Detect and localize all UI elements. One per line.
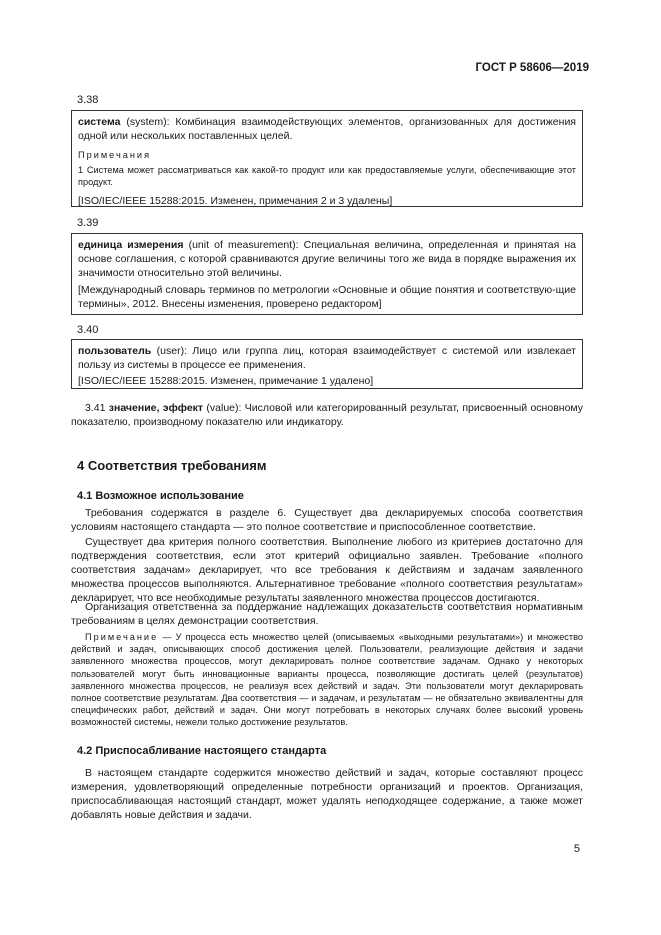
subsection-heading: 4.1 Возможное использование xyxy=(77,490,244,502)
term-3-41 xyxy=(71,401,583,429)
paragraph: Требования содержатся в разделе 6. Существует два декларируемых способа соответствия условиям настоящего стандарта — это полное соответствие и приспособленное соответствие. xyxy=(71,507,583,533)
term-number: 3.38 xyxy=(77,94,99,106)
term-definition: (value): Числовой или категорированный результат, присвоенный основному показателю, производному показателю или индикатору. xyxy=(71,402,583,428)
document-header: ГОСТ Р 58606—2019 xyxy=(475,62,589,74)
term-box-3-40 xyxy=(71,339,583,389)
subsection-heading: 4.2 Приспосабливание настоящего стандарта xyxy=(77,745,327,757)
term-source: [Международный словарь терминов по метрологии «Основные и общие понятия и соответствую-щие термины», 2012. Внесены изменения, проверено редактором] xyxy=(78,284,576,310)
section-heading: 4 Соответствия требованиям xyxy=(77,458,267,473)
term-source: [ISO/IEC/IEEE 15288:2015. Изменен, примечания 2 и 3 удалены] xyxy=(78,195,393,207)
term-box-3-38 xyxy=(71,110,583,207)
term-definition: (user): Лицо или группа лиц, которая взаимодействует с системой или извлекает пользу из системы в процессе ее применения. xyxy=(78,345,576,371)
term-number: 3.39 xyxy=(77,217,99,229)
term-box-3-39 xyxy=(71,233,583,315)
note-label: Примечания xyxy=(78,150,152,160)
page-number: 5 xyxy=(573,843,580,855)
term-definition: (unit of measurement): Специальная величина, определенная и принятая на основе соглашения, с которой сравниваются другие величины того же вида в порядке выражения их значимости относительно этой величины. xyxy=(78,239,577,279)
note-label: Примечание xyxy=(85,632,159,642)
paragraph: Организация ответственна за поддержание надлежащих доказательств соответствия нормативным требованиям в целях демонстрации соответствия. xyxy=(71,601,583,627)
term-source: [ISO/IEC/IEEE 15288:2015. Изменен, примечание 1 удалено] xyxy=(78,375,374,387)
term-name: система xyxy=(78,116,121,128)
note-text: — У процесса есть множество целей (описываемых «выходными результатами») и множество действий и задач, описывающих способ достижения целей. Пользователи, реализующие действия и задачи заявленного множества процессов, могут декларировать полное соответствие задачам. Однако у некоторых пользователей могут быть инновационные варианты процесса, позволяющие достигать целей (результатов) заявленного множества процессов, не реализуя всех действий и задач. Эти пользователи могут декларировать полное соответствие результатам. Два соответствия — и задачам, и результатам — не обязательно эквивалентны для специфических работ, действий и задач. Они могут потребовать в некоторых случаях более высокий уровень возможностей системы, нежели только достижение результатов. xyxy=(71,632,583,728)
term-definition: (system): Комбинация взаимодействующих элементов, организованных для достижения одной или нескольких поставленных целей. xyxy=(78,116,576,142)
term-name: единица измерения xyxy=(78,239,184,251)
term-number: 3.40 xyxy=(77,324,99,336)
term-name: значение, эффект xyxy=(108,402,204,414)
note-paragraph xyxy=(71,631,583,729)
paragraph: Существует два критерия полного соответствия. Выполнение любого из критериев достаточно для подтверждения соответствия, если этот критерий официально заявлен. Требование «полного соответствия задачам» декларирует, что все требования к действиям и задачам заявленного множества процессов выполняются. Альтернативное требование «полного соответствия результатам» декларирует, что все необходимые результаты заявленного множества процессов достигаются. xyxy=(71,536,583,604)
term-name: пользователь xyxy=(78,345,152,357)
paragraph: В настоящем стандарте содержится множество действий и задач, которые составляют процесс измерения, удовлетворяющий определенные потребности организаций и проектов. Организация, приспосабливающая настоящий стандарт, может удалять неподходящее содержание, а также может добавлять новые действия и задачи. xyxy=(71,767,583,821)
note-text: 1 Система может рассматриваться как какой-то продукт или как предоставляемые услуги, обеспечивающие этот продукт. xyxy=(78,165,576,187)
term-number: 3.41 xyxy=(85,402,109,414)
